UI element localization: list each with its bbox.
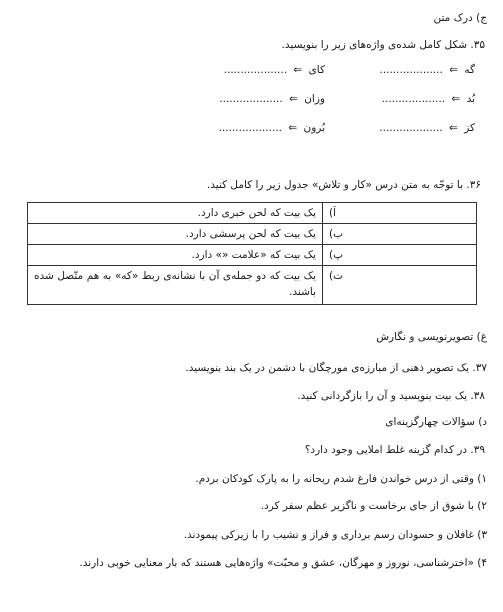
section-heading-comprehension: ج) درک متن	[433, 12, 487, 24]
q35-word: بُرون	[303, 122, 325, 134]
left-arrow-icon: ⇐	[293, 64, 303, 76]
row-letter: ت)	[322, 266, 476, 305]
row-prompt: یک بیت که دو جمله‌ی آن با نشانه‌ی ربط «که» به هم متّصل شده باشند.	[28, 266, 323, 305]
q35-word: وزان	[304, 93, 325, 105]
q35-item	[379, 122, 475, 134]
table-row	[28, 224, 477, 245]
answer-blank: ...................	[219, 93, 283, 105]
question-36-table	[27, 202, 477, 305]
q35-row	[215, 122, 475, 138]
q35-item	[379, 64, 475, 76]
left-arrow-icon: ⇐	[289, 93, 298, 105]
row-prompt: یک بیت که «علامت «» دارد.	[28, 245, 323, 266]
table-row	[28, 266, 477, 305]
answer-blank: ...................	[223, 64, 288, 76]
row-prompt: یک بیت که لحن خبری دارد.	[28, 203, 323, 224]
answer-blank: ...................	[218, 122, 282, 134]
row-letter: پ)	[322, 245, 476, 266]
q35-row	[215, 93, 475, 109]
left-arrow-icon: ⇐	[449, 64, 459, 76]
q35-word: گه	[464, 64, 475, 76]
q35-row	[215, 64, 475, 80]
q39-option: ۲) با شوق از جای برخاست و ناگزیر عظم سفر کرد.	[260, 500, 487, 512]
section-heading-writing: غ) تصویرنویسی و نگارش	[376, 331, 487, 343]
q35-word: بُد	[466, 93, 475, 105]
q35-word: کز	[464, 122, 475, 134]
section-heading-multiple-choice: د) سؤالات چهارگزینه‌ای	[385, 416, 487, 428]
q35-item	[224, 64, 325, 76]
answer-blank: ...................	[379, 122, 443, 134]
left-arrow-icon: ⇐	[449, 122, 458, 134]
question-39-title: ۳۹. در کدام گزینه غلط املایی وجود دارد؟	[304, 444, 485, 456]
question-37: ۳۷. یک تصویر ذهنی از مبارزه‌ی مورچگان با دشمن در یک بند بنویسید.	[185, 362, 487, 374]
row-letter: ب)	[322, 224, 476, 245]
q39-option: ۳) غافلان و حسودان رسم برداری و فراز و نشیب را با زیرکی پیمودند.	[183, 529, 487, 541]
question-38: ۳۸. یک بیت بنویسید و آن را بازگردانی کنید.	[297, 390, 485, 402]
table-row	[28, 203, 477, 224]
table-row	[28, 245, 477, 266]
left-arrow-icon: ⇐	[451, 93, 461, 105]
row-letter: اَ)	[322, 203, 476, 224]
question-36-title: ۳۶. با توجّه به متن درس «کار و تلاش» جدول زیر را کامل کنید.	[206, 179, 481, 191]
q39-option: ۴) «اخترشناسی، نوروز و مهرگان، عشق و محبّت» واژه‌هایی هستند که بار معنایی خوبی دارند.	[79, 557, 487, 569]
q35-item	[219, 122, 325, 134]
left-arrow-icon: ⇐	[288, 122, 298, 134]
q39-option: ۱) وقتی از درس خواندن فارغ شدم ریحانه را به پارک کودکان بردم.	[195, 473, 487, 485]
answer-blank: ...................	[379, 64, 443, 76]
question-35-title: ۳۵. شکل کامل شده‌ی واژه‌های زیر را بنویسید.	[281, 39, 485, 51]
row-prompt: یک بیت که لحن پرسشی دارد.	[28, 224, 323, 245]
q35-item	[219, 93, 325, 105]
answer-blank: ...................	[381, 93, 446, 105]
q35-word: کای	[308, 64, 325, 76]
q35-item	[382, 93, 475, 105]
